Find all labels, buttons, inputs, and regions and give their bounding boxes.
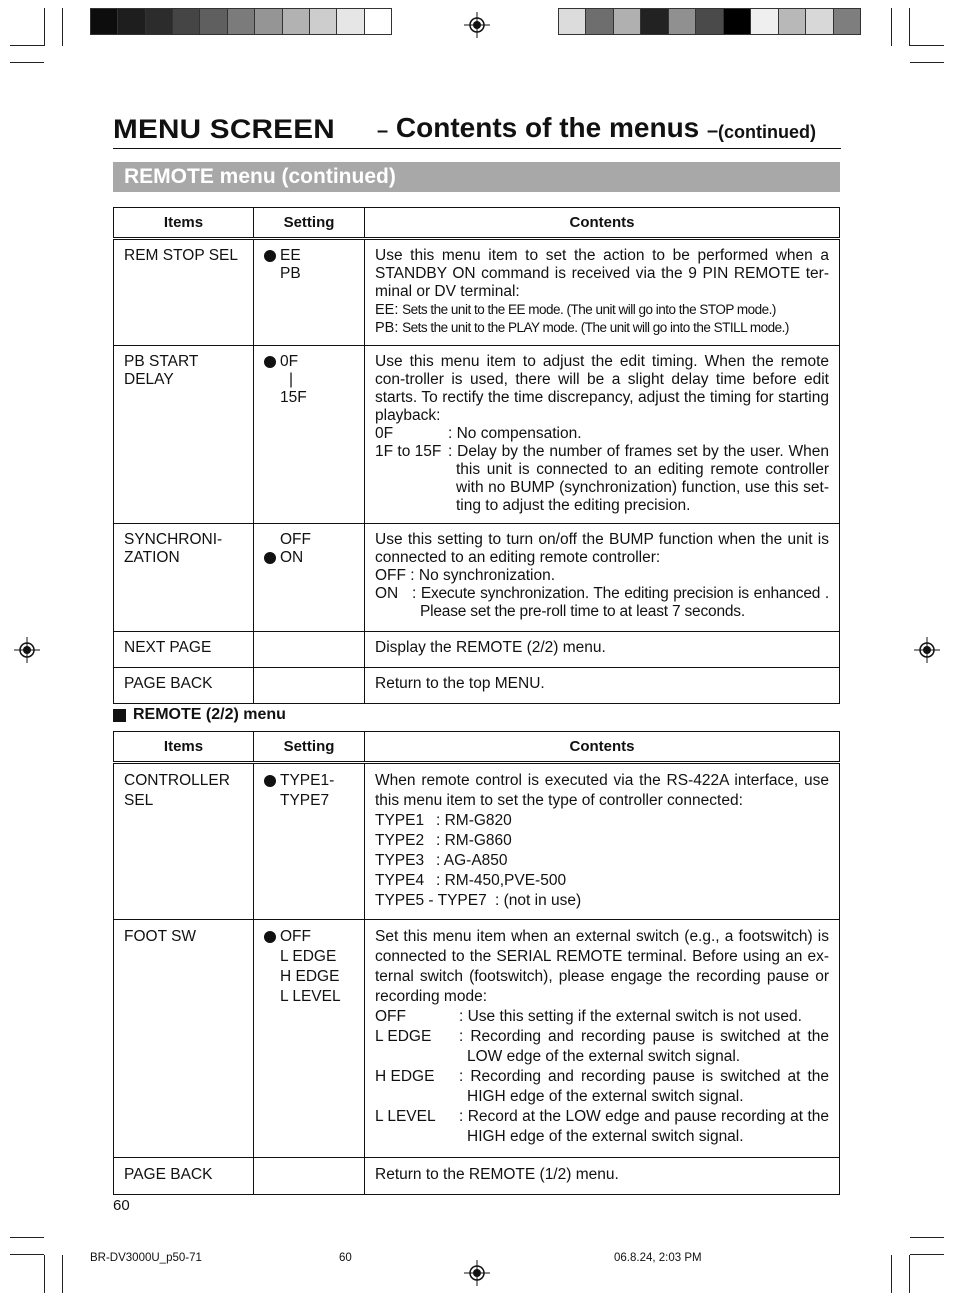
- crop-mark: [10, 62, 44, 63]
- title-sub: [377, 112, 718, 144]
- option-desc: H EDGE : Recording and recording pause is switched at the HIGH edge of the external switch signal.: [375, 1068, 829, 1105]
- contents-cell: [365, 763, 840, 920]
- item-cell: PAGE BACK: [114, 1158, 254, 1195]
- option-desc: L LEVEL : Record at the LOW edge and pause recording at the HIGH edge of the external switch signal.: [375, 1108, 829, 1145]
- crop-mark: [62, 1255, 63, 1293]
- setting-option: L LEVEL: [280, 988, 341, 1005]
- contents-cell: [365, 920, 840, 1158]
- setting-option: OFF: [280, 928, 311, 945]
- setting-option: EE: [280, 247, 301, 264]
- default-marker-icon: [264, 931, 276, 943]
- item-cell: REM STOP SEL: [114, 239, 254, 346]
- title-continued: (continued): [718, 122, 816, 142]
- crop-mark: [891, 1255, 892, 1293]
- option-desc: TYPE3 : AG-A850: [375, 852, 508, 869]
- footer-date: 06.8.24, 2:03 PM: [614, 1252, 702, 1264]
- option-desc: ON : Execute synchronization. The editing precision is enhanced . Please set the pre-roll time to at least 7 seconds.: [375, 585, 829, 620]
- header-contents: Contents: [365, 208, 840, 239]
- contents-text: When remote control is executed via the RS-422A interface, use this menu item to set the type of controller connected:: [375, 772, 829, 809]
- option-desc: TYPE1 : RM-G820: [375, 812, 512, 829]
- crop-mark: [44, 1255, 45, 1293]
- header-setting: Setting: [254, 732, 365, 763]
- crop-mark: [910, 1237, 944, 1238]
- item-cell: SYNCHRONI- ZATION: [114, 524, 254, 632]
- option-desc: 1F to 15F : Delay by the number of frames set by the user. When this unit is connected to an editing remote controller with no BUMP (synchronization) function, use this set-ting to adjust the editing precision.: [375, 443, 829, 514]
- setting-option: TYPE1-: [280, 772, 335, 789]
- contents-cell: Return to the top MENU.: [365, 668, 840, 704]
- option-desc: TYPE5 - TYPE7 : (not in use): [375, 892, 582, 909]
- setting-cell: [254, 632, 365, 668]
- option-desc: TYPE4 : RM-450,PVE-500: [375, 872, 567, 889]
- option-desc: OFF : No synchronization.: [375, 567, 556, 584]
- crop-mark: [909, 8, 910, 46]
- setting-option: PB: [280, 265, 301, 282]
- header-contents: Contents: [365, 732, 840, 763]
- setting-option: OFF: [280, 531, 311, 548]
- setting-cell: [254, 763, 365, 920]
- default-marker-icon: [264, 775, 276, 787]
- crop-mark: [44, 8, 45, 46]
- footer-filename: BR-DV3000U_p50-71: [90, 1252, 202, 1264]
- title-sub-text: Contents of the menus: [395, 112, 700, 143]
- remote-menu-table-1: [113, 207, 840, 704]
- registration-mark-icon: [14, 637, 40, 663]
- setting-option: 15F: [280, 389, 307, 406]
- table-row: [114, 239, 840, 346]
- contents-cell: [365, 524, 840, 632]
- item-cell: FOOT SW: [114, 920, 254, 1158]
- setting-cell: [254, 346, 365, 524]
- option-desc: TYPE2 : RM-G860: [375, 832, 512, 849]
- table-row: [114, 632, 840, 668]
- setting-separator: |: [289, 371, 294, 388]
- crop-mark: [891, 8, 892, 46]
- setting-cell: [254, 668, 365, 704]
- setting-option: ON: [280, 549, 304, 566]
- page-title: [113, 112, 841, 149]
- color-strip-right: [558, 8, 861, 35]
- item-cell: CONTROLLER SEL: [114, 763, 254, 920]
- crop-mark: [910, 1254, 944, 1255]
- table-row: [114, 1158, 840, 1195]
- default-marker-icon: [264, 552, 276, 564]
- table-row: [114, 668, 840, 704]
- option-desc: OFF : Use this setting if the external switch is not used.: [375, 1008, 802, 1025]
- item-cell: PB START DELAY: [114, 346, 254, 524]
- registration-mark-icon: [464, 12, 490, 38]
- square-bullet-icon: [113, 709, 126, 722]
- contents-text: Use this setting to turn on/off the BUMP function when the unit is connected to an editing remote controller:: [375, 531, 829, 566]
- setting-cell: [254, 239, 365, 346]
- default-marker-icon: [264, 250, 276, 262]
- setting-cell: [254, 524, 365, 632]
- setting-option: TYPE7: [280, 792, 330, 809]
- title-main: MENU SCREEN: [113, 114, 335, 144]
- default-marker-icon: [264, 356, 276, 368]
- header-items: Items: [114, 208, 254, 239]
- table-header-row: [114, 732, 840, 763]
- option-desc: L EDGE : Recording and recording pause is switched at the LOW edge of the external switch signal.: [375, 1028, 829, 1065]
- section-banner-label: REMOTE menu (continued): [124, 165, 396, 188]
- table-row: [114, 524, 840, 632]
- table-row: [114, 920, 840, 1158]
- registration-mark-icon: [464, 1260, 490, 1286]
- title-dash: –: [707, 120, 719, 142]
- page-number: 60: [113, 1197, 130, 1214]
- option-desc: 0F : No compensation.: [375, 425, 582, 442]
- contents-cell: [365, 346, 840, 524]
- crop-mark: [10, 1237, 44, 1238]
- contents-cell: Display the REMOTE (2/2) menu.: [365, 632, 840, 668]
- contents-text: Use this menu item to set the action to be performed when a STANDBY ON command is received via the 9 PIN REMOTE ter-minal or DV terminal:: [375, 247, 829, 300]
- table-row: [114, 346, 840, 524]
- setting-option: 0F: [280, 353, 299, 370]
- header-setting: Setting: [254, 208, 365, 239]
- item-cell: NEXT PAGE: [114, 632, 254, 668]
- crop-mark: [910, 62, 944, 63]
- crop-mark: [10, 45, 44, 46]
- subsection-heading: [113, 706, 286, 724]
- crop-mark: [909, 1255, 910, 1293]
- contents-text: Set this menu item when an external switch (e.g., a footswitch) is connected to the SERIAL REMOTE terminal. Before using an ex-ternal switch (footswitch), please engage the recording pause or recording mode:: [375, 928, 829, 1005]
- subsection-heading-label: REMOTE (2/2) menu: [133, 706, 286, 723]
- remote-menu-table-2: [113, 731, 840, 1195]
- footer-page: 60: [339, 1252, 352, 1264]
- table-row: [114, 763, 840, 920]
- crop-mark: [62, 8, 63, 46]
- option-desc: PB: Sets the unit to the PLAY mode. (The unit will go into the STILL mode.): [375, 320, 789, 336]
- setting-option: H EDGE: [280, 968, 340, 985]
- contents-cell: Return to the REMOTE (1/2) menu.: [365, 1158, 840, 1195]
- setting-cell: [254, 920, 365, 1158]
- crop-mark: [10, 1254, 44, 1255]
- option-desc: EE: Sets the unit to the EE mode. (The unit will go into the STOP mode.): [375, 302, 776, 318]
- color-strip-left: [90, 8, 392, 35]
- crop-mark: [910, 45, 944, 46]
- title-dash: –: [377, 120, 389, 142]
- registration-mark-icon: [914, 637, 940, 663]
- item-cell: PAGE BACK: [114, 668, 254, 704]
- table-header-row: [114, 208, 840, 239]
- setting-cell: [254, 1158, 365, 1195]
- contents-cell: [365, 239, 840, 346]
- setting-option: L EDGE: [280, 948, 337, 965]
- section-banner: [113, 162, 840, 192]
- header-items: Items: [114, 732, 254, 763]
- contents-text: Use this menu item to adjust the edit timing. When the remote con-troller is used, there will be a slight delay time before edit starts. To rectify the time discrepancy, adjust the timing for starting playback:: [375, 353, 829, 424]
